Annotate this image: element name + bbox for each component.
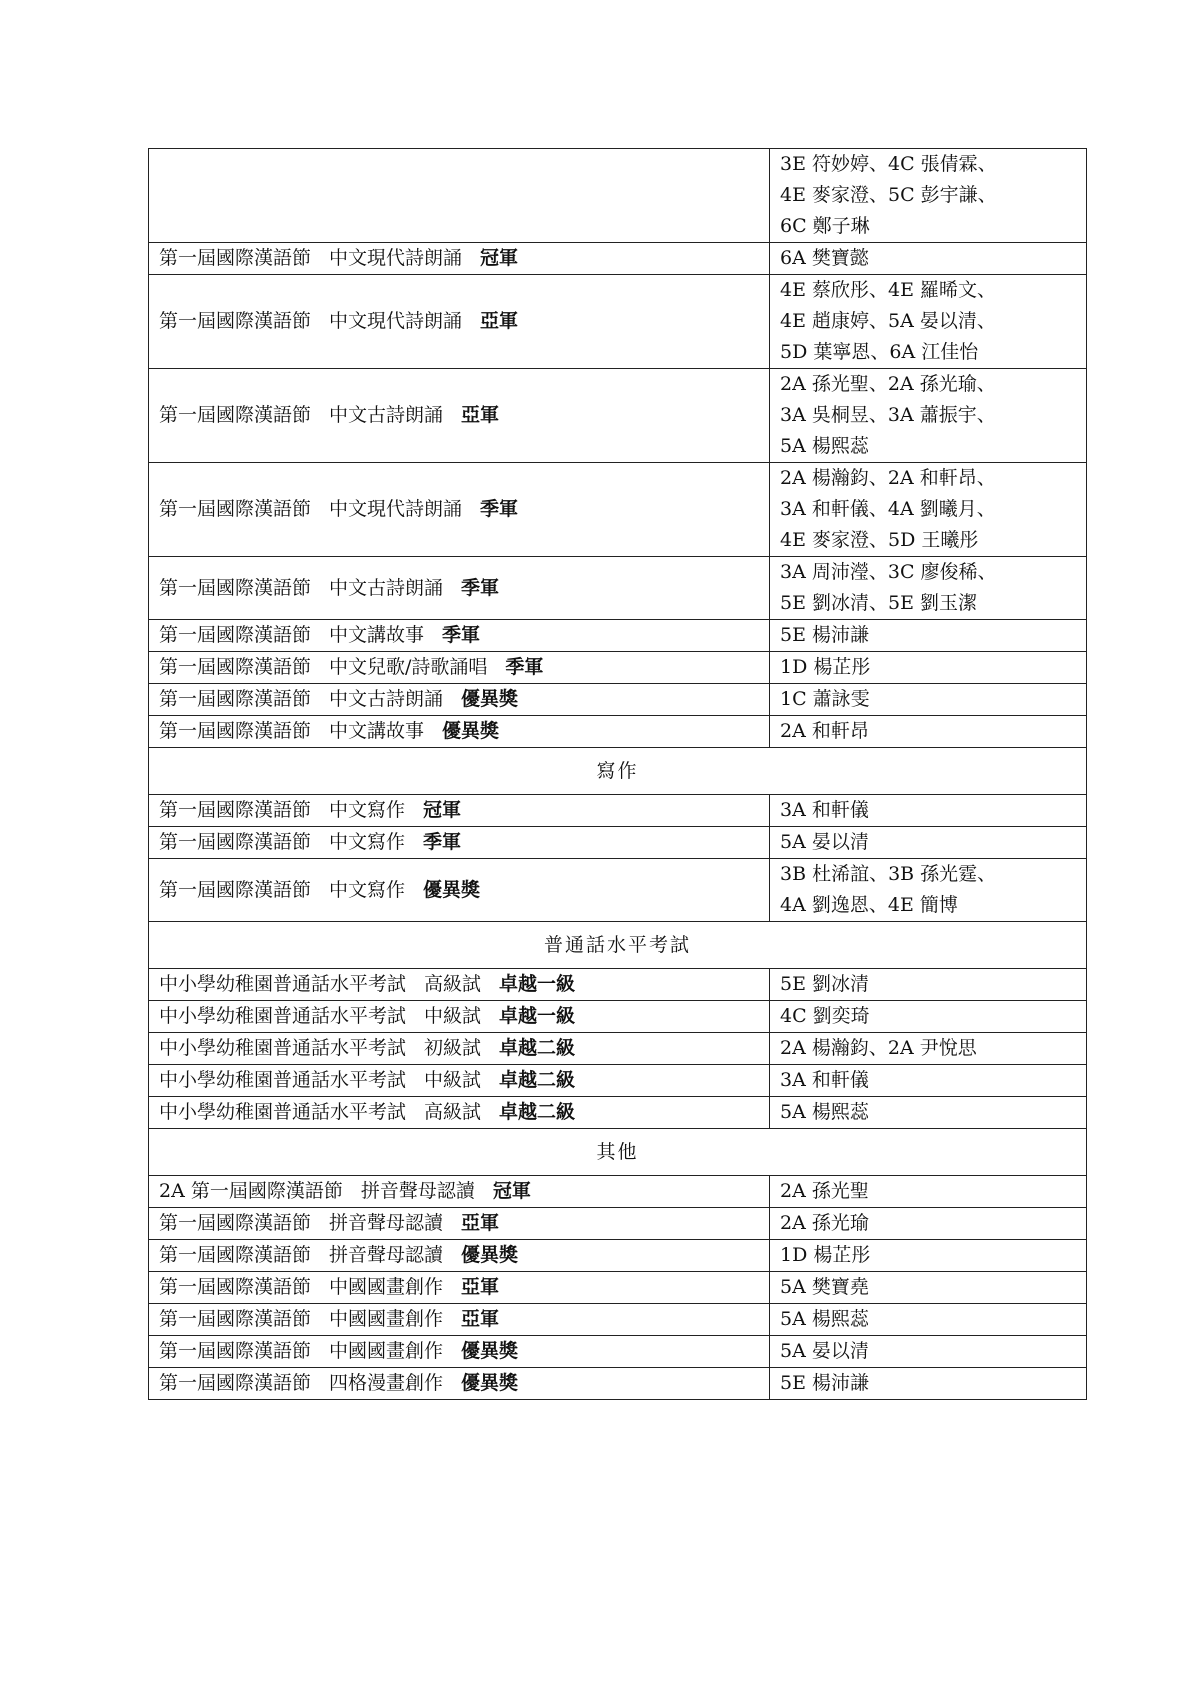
winner-line: 4E 趙康婷、5A 晏以清、 xyxy=(780,310,996,332)
winner-line: 4E 麥家澄、5D 王曦彤 xyxy=(780,529,979,551)
award-row xyxy=(149,716,1087,748)
award-level: 季軍 xyxy=(480,498,519,520)
event-name: 第一屆國際漢語節 xyxy=(159,656,312,678)
winners-cell xyxy=(770,620,1087,652)
winners-cell xyxy=(770,652,1087,684)
event-name: 第一屆國際漢語節 xyxy=(159,624,312,646)
award-row xyxy=(149,149,1087,243)
award-row xyxy=(149,275,1087,369)
winner-line: 4C 劉奕琦 xyxy=(780,1005,870,1027)
award-description xyxy=(149,243,770,275)
award-level: 亞軍 xyxy=(480,310,519,332)
winners-cell xyxy=(770,369,1087,463)
winner-line: 5A 樊寶堯 xyxy=(780,1276,869,1298)
award-level: 優異獎 xyxy=(461,688,519,710)
award-level: 卓越二級 xyxy=(499,1069,576,1091)
competition-item: 中文古詩朗誦 xyxy=(329,688,444,710)
award-level: 亞軍 xyxy=(461,1276,500,1298)
event-name: 第一屆國際漢語節 xyxy=(159,404,312,426)
event-name: 2A 第一屆國際漢語節 xyxy=(159,1180,343,1202)
winner-line: 5A 楊熙蕊 xyxy=(780,435,869,457)
award-row xyxy=(149,684,1087,716)
award-level: 冠軍 xyxy=(492,1180,531,1202)
award-description xyxy=(149,1176,770,1208)
award-description xyxy=(149,1272,770,1304)
winner-line: 2A 楊瀚鈞、2A 和軒昂、 xyxy=(780,467,996,489)
winners-cell xyxy=(770,1033,1087,1065)
winner-line: 4E 蔡欣彤、4E 羅晞文、 xyxy=(780,279,996,301)
competition-item: 四格漫畫創作 xyxy=(329,1372,444,1394)
winners-cell xyxy=(770,859,1087,922)
winner-line: 3A 周沛瀅、3C 廖俊稀、 xyxy=(780,561,997,583)
award-row xyxy=(149,1368,1087,1400)
event-name: 第一屆國際漢語節 xyxy=(159,799,312,821)
winner-line: 3A 吳桐昱、3A 蕭振宇、 xyxy=(780,404,996,426)
winner-line: 5E 楊沛謙 xyxy=(780,624,869,646)
section-header-row xyxy=(149,1129,1087,1176)
award-description xyxy=(149,1240,770,1272)
winner-line: 2A 孫光聖、2A 孫光瑜、 xyxy=(780,373,996,395)
event-name: 中小學幼稚園普通話水平考試 xyxy=(159,973,407,995)
competition-item: 中級試 xyxy=(424,1069,482,1091)
winners-cell xyxy=(770,795,1087,827)
winner-line: 5D 葉寧恩、6A 江佳怡 xyxy=(780,341,979,363)
award-level: 優異獎 xyxy=(423,878,481,901)
award-description xyxy=(149,1336,770,1368)
award-description xyxy=(149,1368,770,1400)
award-row xyxy=(149,969,1087,1001)
event-name: 第一屆國際漢語節 xyxy=(159,1372,312,1394)
competition-item: 中國國畫創作 xyxy=(329,1340,444,1362)
event-name: 第一屆國際漢語節 xyxy=(159,878,312,901)
winner-line: 1C 蕭詠雯 xyxy=(780,688,870,710)
award-row xyxy=(149,1033,1087,1065)
award-level: 優異獎 xyxy=(461,1244,519,1266)
event-name: 第一屆國際漢語節 xyxy=(159,498,312,520)
winner-line: 2A 孫光瑜 xyxy=(780,1212,869,1234)
award-description xyxy=(149,149,770,243)
award-level: 優異獎 xyxy=(461,1340,519,1362)
winners-cell xyxy=(770,1240,1087,1272)
competition-item: 中文兒歌/詩歌誦唱 xyxy=(329,656,488,678)
winner-line: 5E 劉冰清 xyxy=(780,973,869,995)
winner-line: 4E 麥家澄、5C 彭宇謙、 xyxy=(780,184,997,206)
winner-line: 5A 楊熙蕊 xyxy=(780,1308,869,1330)
event-name: 中小學幼稚園普通話水平考試 xyxy=(159,1101,407,1123)
award-level: 季軍 xyxy=(461,576,500,599)
award-row xyxy=(149,827,1087,859)
award-level: 季軍 xyxy=(442,624,481,646)
award-description xyxy=(149,1208,770,1240)
winners-cell xyxy=(770,275,1087,369)
award-description xyxy=(149,716,770,748)
award-row xyxy=(149,1208,1087,1240)
winners-cell xyxy=(770,1336,1087,1368)
winners-cell xyxy=(770,1208,1087,1240)
event-name: 中小學幼稚園普通話水平考試 xyxy=(159,1069,407,1091)
award-row xyxy=(149,243,1087,275)
award-description xyxy=(149,1304,770,1336)
section-title: 普通話水平考試 xyxy=(149,922,1087,969)
award-description xyxy=(149,275,770,369)
award-level: 優異獎 xyxy=(442,720,500,742)
award-row xyxy=(149,1097,1087,1129)
event-name: 第一屆國際漢語節 xyxy=(159,1340,312,1362)
event-name: 第一屆國際漢語節 xyxy=(159,576,312,599)
event-name: 第一屆國際漢語節 xyxy=(159,688,312,710)
winners-cell xyxy=(770,1001,1087,1033)
award-description xyxy=(149,1001,770,1033)
competition-item: 拼音聲母認讀 xyxy=(360,1180,475,1202)
award-row xyxy=(149,1240,1087,1272)
winner-line: 5A 晏以清 xyxy=(780,831,869,853)
award-level: 亞軍 xyxy=(461,1212,500,1234)
winners-cell xyxy=(770,969,1087,1001)
award-level: 冠軍 xyxy=(423,799,462,821)
award-level: 卓越二級 xyxy=(499,1101,576,1123)
competition-item: 高級試 xyxy=(424,1101,482,1123)
event-name: 中小學幼稚園普通話水平考試 xyxy=(159,1005,407,1027)
winners-cell xyxy=(770,1065,1087,1097)
event-name: 第一屆國際漢語節 xyxy=(159,831,312,853)
award-description xyxy=(149,1097,770,1129)
award-row xyxy=(149,369,1087,463)
event-name: 第一屆國際漢語節 xyxy=(159,720,312,742)
winners-cell xyxy=(770,1176,1087,1208)
winner-line: 6A 樊寶懿 xyxy=(780,247,869,269)
competition-item: 中級試 xyxy=(424,1005,482,1027)
winner-line: 2A 楊瀚鈞、2A 尹悅思 xyxy=(780,1037,977,1059)
award-row xyxy=(149,557,1087,620)
winners-cell xyxy=(770,1097,1087,1129)
winner-line: 3A 和軒儀 xyxy=(780,799,869,821)
winner-line: 2A 孫光聖 xyxy=(780,1180,869,1202)
section-title: 寫作 xyxy=(149,748,1087,795)
award-description xyxy=(149,557,770,620)
event-name: 第一屆國際漢語節 xyxy=(159,1212,312,1234)
winners-cell xyxy=(770,149,1087,243)
competition-item: 中文現代詩朗誦 xyxy=(329,310,463,332)
award-description xyxy=(149,620,770,652)
award-level: 亞軍 xyxy=(461,1308,500,1330)
competition-item: 中文講故事 xyxy=(329,624,425,646)
winner-line: 3A 和軒儀 xyxy=(780,1069,869,1091)
winner-line: 1D 楊芷彤 xyxy=(780,656,871,678)
winner-line: 3A 和軒儀、4A 劉曦月、 xyxy=(780,498,996,520)
winners-cell xyxy=(770,1272,1087,1304)
event-name: 第一屆國際漢語節 xyxy=(159,247,312,269)
award-description xyxy=(149,1033,770,1065)
event-name: 第一屆國際漢語節 xyxy=(159,1308,312,1330)
competition-item: 中文寫作 xyxy=(329,831,406,853)
competition-item: 初級試 xyxy=(424,1037,482,1059)
winners-cell xyxy=(770,1304,1087,1336)
competition-item: 拼音聲母認讀 xyxy=(329,1244,444,1266)
award-level: 優異獎 xyxy=(461,1372,519,1394)
award-row xyxy=(149,1065,1087,1097)
awards-table xyxy=(148,148,1087,1400)
event-name: 第一屆國際漢語節 xyxy=(159,1276,312,1298)
award-row xyxy=(149,620,1087,652)
section-title: 其他 xyxy=(149,1129,1087,1176)
award-row xyxy=(149,1176,1087,1208)
competition-item: 中文講故事 xyxy=(329,720,425,742)
winner-line: 4A 劉逸恩、4E 簡博 xyxy=(780,894,958,916)
competition-item: 中文古詩朗誦 xyxy=(329,404,444,426)
awards-table-body xyxy=(149,149,1087,1400)
competition-item: 中文現代詩朗誦 xyxy=(329,498,463,520)
event-name: 中小學幼稚園普通話水平考試 xyxy=(159,1037,407,1059)
competition-item: 中文寫作 xyxy=(329,878,406,901)
award-description xyxy=(149,795,770,827)
award-description xyxy=(149,827,770,859)
competition-item: 中文現代詩朗誦 xyxy=(329,247,463,269)
winner-line: 5E 劉冰清、5E 劉玉潔 xyxy=(780,592,977,614)
award-row xyxy=(149,859,1087,922)
winner-line: 5A 晏以清 xyxy=(780,1340,869,1362)
competition-item: 中文古詩朗誦 xyxy=(329,576,444,599)
competition-item: 中國國畫創作 xyxy=(329,1276,444,1298)
award-level: 季軍 xyxy=(505,656,544,678)
winner-line: 1D 楊芷彤 xyxy=(780,1244,871,1266)
section-header-row xyxy=(149,748,1087,795)
winner-line: 5A 楊熙蕊 xyxy=(780,1101,869,1123)
event-name: 第一屆國際漢語節 xyxy=(159,1244,312,1266)
award-row xyxy=(149,463,1087,557)
award-description xyxy=(149,969,770,1001)
award-row xyxy=(149,1336,1087,1368)
award-level: 亞軍 xyxy=(461,404,500,426)
winners-cell xyxy=(770,243,1087,275)
winner-line: 3E 符妙婷、4C 張倩霖、 xyxy=(780,153,997,175)
event-name: 第一屆國際漢語節 xyxy=(159,310,312,332)
winners-cell xyxy=(770,827,1087,859)
winner-line: 2A 和軒昂 xyxy=(780,720,869,742)
award-level: 卓越一級 xyxy=(499,1005,576,1027)
award-level: 卓越二級 xyxy=(499,1037,576,1059)
section-header-row xyxy=(149,922,1087,969)
winners-cell xyxy=(770,1368,1087,1400)
award-description xyxy=(149,684,770,716)
competition-item: 中文寫作 xyxy=(329,799,406,821)
award-description xyxy=(149,463,770,557)
award-description xyxy=(149,369,770,463)
award-row xyxy=(149,1272,1087,1304)
winners-cell xyxy=(770,557,1087,620)
winners-cell xyxy=(770,716,1087,748)
award-row xyxy=(149,795,1087,827)
winners-cell xyxy=(770,463,1087,557)
award-level: 冠軍 xyxy=(480,247,519,269)
award-description xyxy=(149,1065,770,1097)
winner-line: 6C 鄭子琳 xyxy=(780,215,870,237)
winner-line: 3B 杜浠誼、3B 孫光霆、 xyxy=(780,863,997,885)
competition-item: 高級試 xyxy=(424,973,482,995)
competition-item: 拼音聲母認讀 xyxy=(329,1212,444,1234)
competition-item: 中國國畫創作 xyxy=(329,1308,444,1330)
award-row xyxy=(149,1001,1087,1033)
award-row xyxy=(149,1304,1087,1336)
winners-cell xyxy=(770,684,1087,716)
award-level: 卓越一級 xyxy=(499,973,576,995)
winner-line: 5E 楊沛謙 xyxy=(780,1372,869,1394)
award-level: 季軍 xyxy=(423,831,462,853)
award-row xyxy=(149,652,1087,684)
award-description xyxy=(149,859,770,922)
award-description xyxy=(149,652,770,684)
